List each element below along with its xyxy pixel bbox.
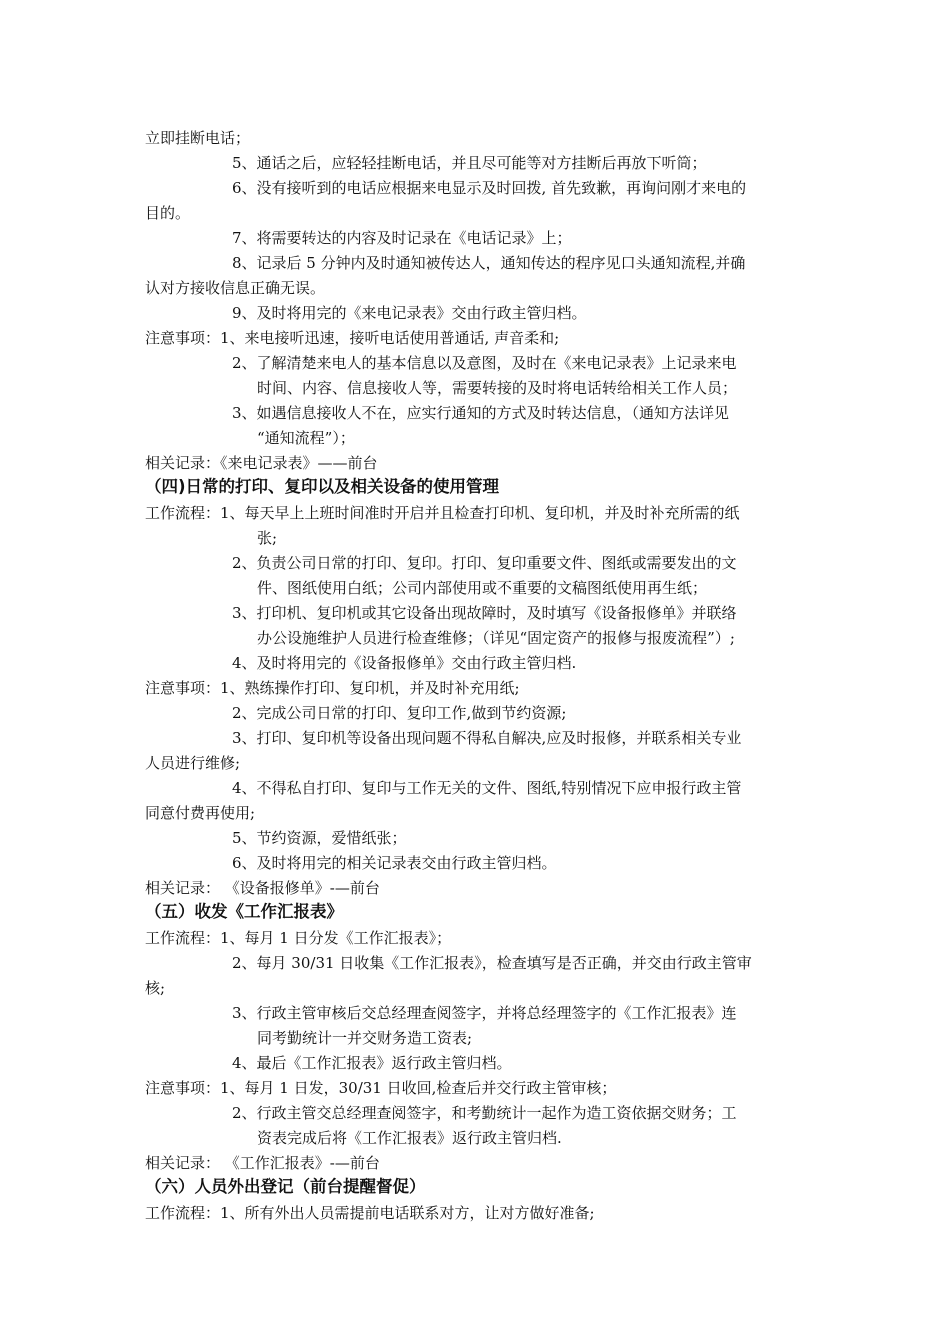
text-line: 9、及时将用完的《来电记录表》交由行政主管归档。 — [232, 304, 587, 322]
text-line: 相关记录： 《设备报修单》-—前台 — [145, 879, 380, 897]
text-line: 立即挂断电话； — [145, 129, 251, 147]
text-line: 核; — [145, 979, 166, 997]
text-line: 2、行政主管交总经理查阅签字，和考勤统计一起作为造工资依据交财务；工 — [232, 1104, 737, 1122]
text-line: 工作流程：1、每天早上上班时间准时开启并且检查打印机、复印机，并及时补充所需的纸 — [145, 504, 740, 522]
text-line: 2、负责公司日常的打印、复印。打印、复印重要文件、图纸或需要发出的文 — [232, 554, 737, 572]
text-line: 5、通话之后，应轻轻挂断电话，并且尽可能等对方挂断后再放下听筒； — [232, 154, 707, 172]
text-line: 认对方接收信息正确无误。 — [145, 279, 326, 297]
text-line: 5、节约资源，爱惜纸张； — [232, 829, 407, 847]
text-line: 7、将需要转达的内容及时记录在《电话记录》上； — [232, 229, 572, 247]
text-line: 工作流程：1、所有外出人员需提前电话联系对方，让对方做好准备; — [145, 1204, 595, 1222]
text-line: 2、完成公司日常的打印、复印工作,做到节约资源; — [232, 704, 567, 722]
text-line: 2、每月 30/31 日收集《工作汇报表》，检查填写是否正确，并交由行政主管审 — [232, 954, 752, 972]
text-line: 目的。 — [145, 204, 191, 222]
section-heading: （五）收发《工作汇报表》 — [145, 902, 343, 921]
text-line: 3、如遇信息接收人不在，应实行通知的方式及时转达信息，（通知方法详见 — [232, 404, 730, 422]
text-line: 注意事项：1、熟练操作打印、复印机，并及时补充用纸; — [145, 679, 520, 697]
text-line: 工作流程：1、每月 1 日分发《工作汇报表》； — [145, 929, 452, 947]
text-line: 3、打印机、复印机或其它设备出现故障时，及时填写《设备报修单》并联络 — [232, 604, 737, 622]
text-line: 3、行政主管审核后交总经理查阅签字，并将总经理签字的《工作汇报表》连 — [232, 1004, 737, 1022]
text-line: 同意付费再使用; — [145, 804, 256, 822]
text-line: 办公设施维护人员进行检查维修；（详见“固定资产的报修与报废流程”）; — [257, 629, 735, 647]
text-line: 资表完成后将《工作汇报表》返行政主管归档. — [257, 1129, 562, 1147]
text-line: 注意事项：1、来电接听迅速，接听电话使用普通话, 声音柔和; — [145, 329, 560, 347]
text-line: 3、打印、复印机等设备出现问题不得私自解决,应及时报修，并联系相关专业 — [232, 729, 742, 747]
text-line: 4、不得私自打印、复印与工作无关的文件、图纸,特别情况下应申报行政主管 — [232, 779, 742, 797]
section-heading: （四)日常的打印、复印以及相关设备的使用管理 — [145, 477, 500, 496]
text-line: 注意事项：1、每月 1 日发，30/31 日收回,检查后并交行政主管审核； — [145, 1079, 617, 1097]
text-line: 人员进行维修; — [145, 754, 241, 772]
text-line: 相关记录： 《工作汇报表》-—前台 — [145, 1154, 380, 1172]
text-line: 6、没有接听到的电话应根据来电显示及时回拨, 首先致歉，再询问刚才来电的 — [232, 179, 747, 197]
text-line: 件、图纸使用白纸；公司内部使用或不重要的文稿图纸使用再生纸； — [257, 579, 708, 597]
text-line: 时间、内容、信息接收人等，需要转接的及时将电话转给相关工作人员； — [257, 379, 738, 397]
text-line: “通知流程”）； — [257, 429, 355, 447]
text-line: 4、最后《工作汇报表》返行政主管归档。 — [232, 1054, 512, 1072]
text-line: 4、及时将用完的《设备报修单》交由行政主管归档. — [232, 654, 577, 672]
text-line: 8、记录后 5 分钟内及时通知被传达人，通知传达的程序见口头通知流程,并确 — [232, 254, 746, 272]
text-line: 同考勤统计一并交财务造工资表; — [257, 1029, 473, 1047]
text-line: 2、了解清楚来电人的基本信息以及意图，及时在《来电记录表》上记录来电 — [232, 354, 737, 372]
text-line: 6、及时将用完的相关记录表交由行政主管归档。 — [232, 854, 557, 872]
text-line: 相关记录：《来电记录表》——前台 — [145, 454, 378, 472]
text-line: 张; — [257, 529, 278, 547]
section-heading: （六）人员外出登记（前台提醒督促） — [145, 1177, 426, 1196]
